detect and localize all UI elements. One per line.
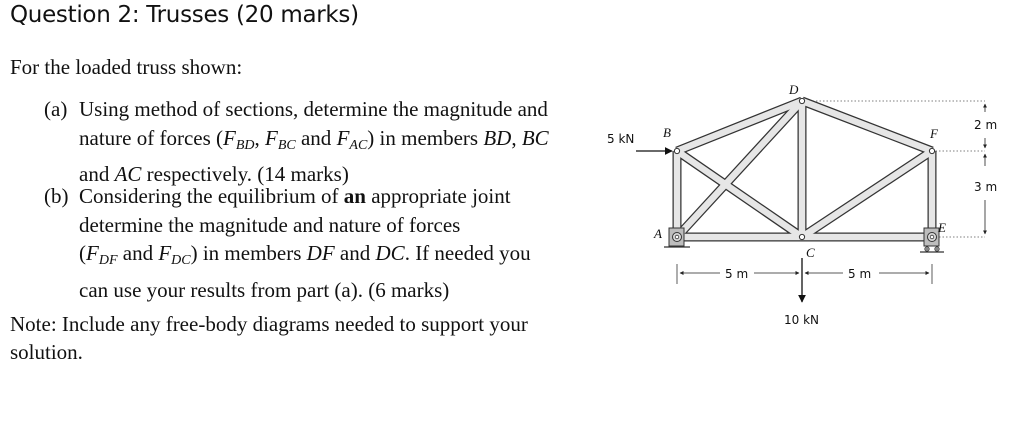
- text-fragment: (: [79, 241, 86, 265]
- truss-diagram: [600, 72, 1010, 342]
- force-subscript: BC: [277, 137, 296, 153]
- text-fragment: ,: [511, 125, 522, 150]
- force-symbol: F: [223, 125, 236, 150]
- text-fragment: respectively. (14 marks): [141, 162, 349, 186]
- text-fragment: ) in members: [190, 241, 307, 265]
- load-label-horizontal: 5 kN: [607, 132, 635, 146]
- text-fragment: . If needed you: [404, 241, 531, 265]
- force-symbol: F: [265, 125, 278, 150]
- dim-label-top: 2 m: [974, 118, 998, 132]
- force-subscript: DF: [98, 253, 118, 268]
- member-name: DC: [375, 241, 405, 265]
- dim-label-right: 5 m: [848, 267, 872, 281]
- force-subscript: DC: [171, 253, 191, 268]
- member-name: BC: [521, 125, 549, 150]
- dim-label-left: 5 m: [725, 267, 749, 281]
- node-label-b: B: [663, 125, 671, 140]
- text-fragment: and: [295, 125, 337, 150]
- dim-label-side: 3 m: [974, 180, 998, 194]
- member-name: BD: [483, 125, 512, 150]
- part-b-line-3: [79, 239, 531, 276]
- part-a-line-2: [79, 124, 549, 161]
- member-df: [802, 101, 932, 151]
- member-name: DF: [306, 241, 335, 265]
- node-label-c: C: [806, 245, 815, 260]
- part-b-label: (b): [44, 184, 69, 208]
- question-title: Question 2: Trusses (20 marks): [10, 2, 359, 28]
- member-cf: [802, 151, 932, 237]
- text-fragment: and: [334, 241, 376, 265]
- text-fragment: appropriate joint: [365, 184, 511, 208]
- node-label-f: F: [930, 126, 938, 141]
- part-b-line-2: determine the magnitude and nature of forces: [79, 212, 461, 237]
- part-a-text: [79, 95, 549, 189]
- question-intro: For the loaded truss shown:: [10, 55, 243, 79]
- force-symbol: F: [158, 241, 172, 265]
- part-a-label: (a): [44, 97, 68, 121]
- part-b-text: [79, 182, 531, 304]
- text-fragment: nature of forces (: [79, 125, 224, 150]
- node-label-a: A: [654, 226, 662, 241]
- note-line-2: solution.: [10, 340, 83, 364]
- member-name: AC: [114, 162, 142, 186]
- force-symbol: F: [336, 125, 350, 150]
- note: [10, 310, 528, 366]
- node-label-d: D: [789, 82, 799, 97]
- text-fragment: ) in members: [367, 125, 484, 150]
- note-line-1: Note: Include any free-body diagrams needed to support your: [10, 312, 528, 336]
- truss-members: [677, 101, 932, 237]
- node-label-e: E: [938, 220, 946, 235]
- part-b-line-4: can use your results from part (a). (6 marks): [79, 277, 450, 302]
- text-fragment: and: [117, 241, 159, 265]
- emphasis: an: [343, 184, 366, 208]
- joint-c: [799, 234, 804, 239]
- force-subscript: BD: [235, 137, 255, 153]
- joint-b: [674, 148, 679, 153]
- text-fragment: ,: [254, 125, 266, 150]
- joint-f: [929, 148, 934, 153]
- part-b-line-1: [79, 182, 531, 211]
- part-a-line-1: Using method of sections, determine the magnitude and: [79, 97, 548, 121]
- force-symbol: F: [86, 241, 99, 265]
- text-fragment: and: [79, 162, 115, 186]
- joint-d: [799, 98, 804, 103]
- text-fragment: Considering the equilibrium of: [79, 184, 344, 208]
- horizontal-dimension: [677, 264, 932, 284]
- load-label-vertical: 10 kN: [784, 313, 820, 327]
- force-subscript: AC: [349, 137, 368, 153]
